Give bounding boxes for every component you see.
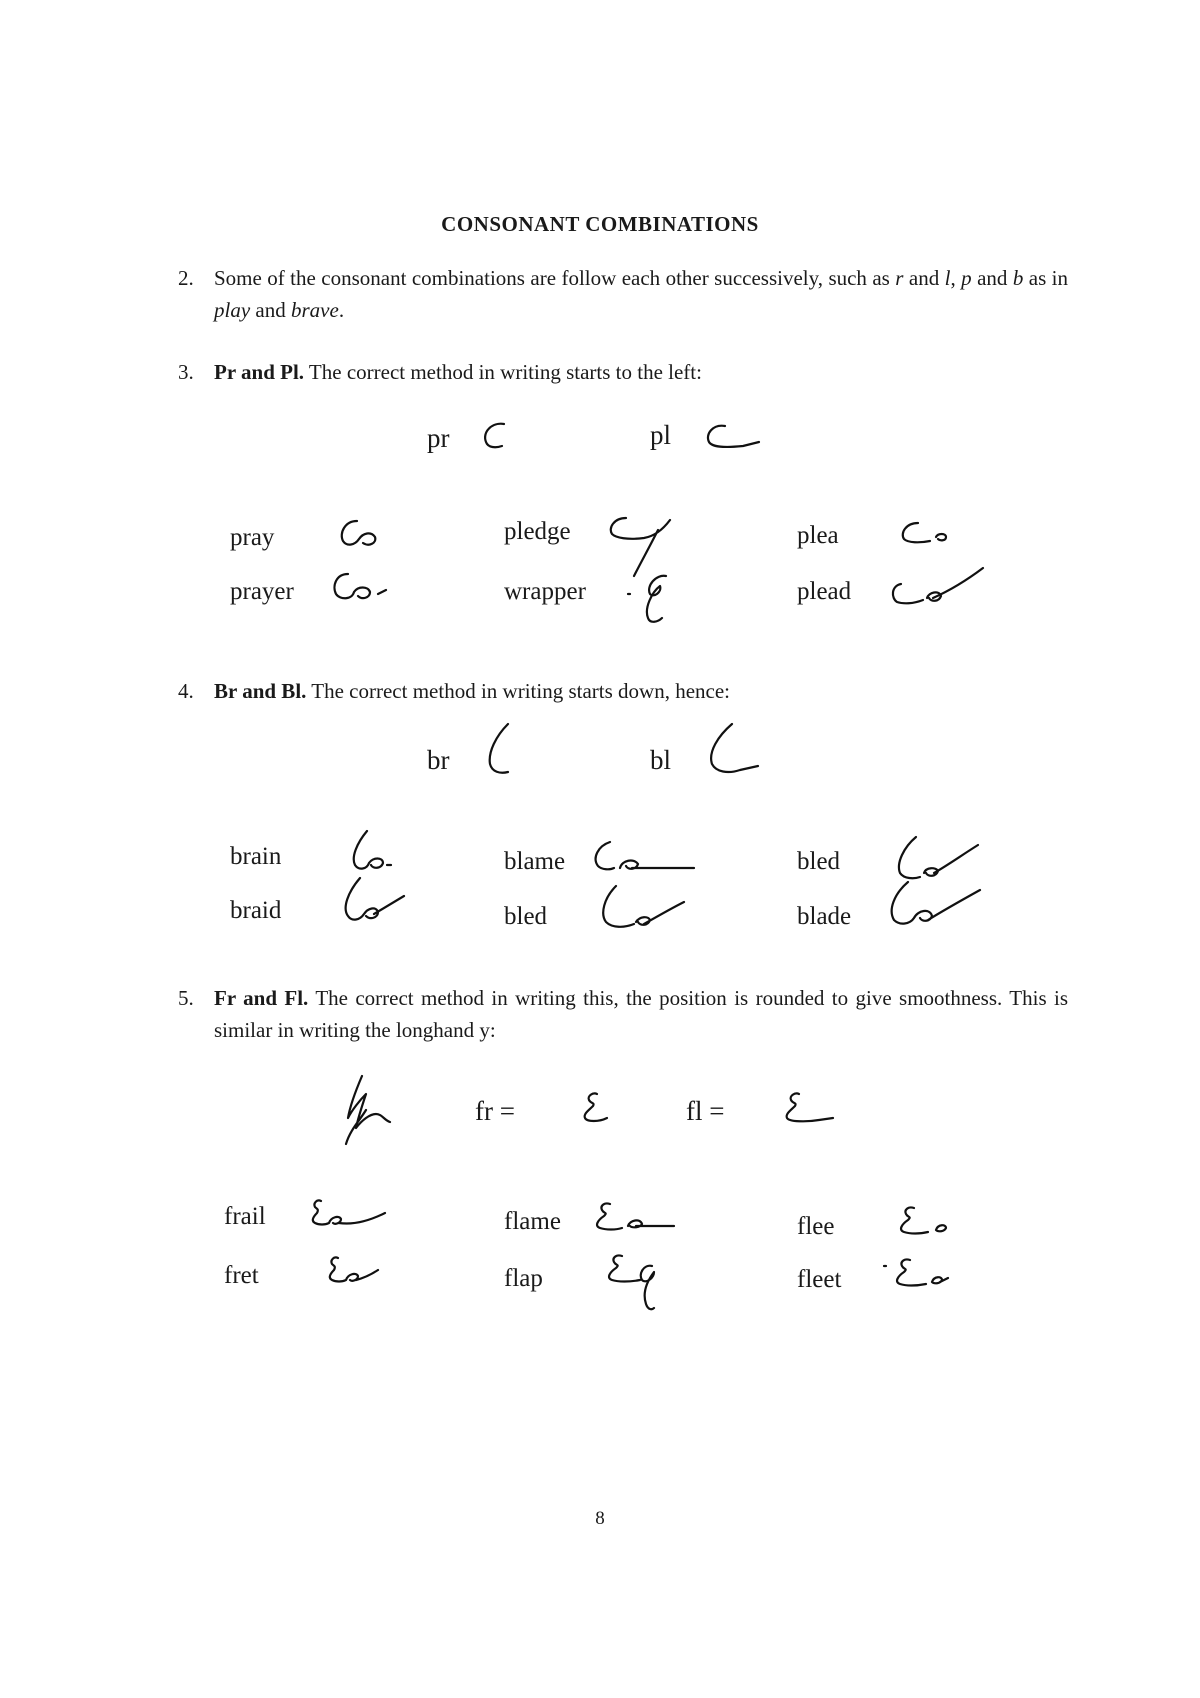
outline-bl-icon bbox=[700, 720, 770, 780]
outline-bled-icon bbox=[596, 880, 696, 940]
word-plea: plea bbox=[797, 522, 839, 549]
outline-blame-icon bbox=[590, 838, 710, 878]
outline-prayer-icon bbox=[330, 568, 400, 608]
longhand-y-icon bbox=[336, 1070, 406, 1150]
key-fl: fl = bbox=[686, 1096, 725, 1126]
word-brain: brain bbox=[230, 843, 282, 870]
key-fr: fr = bbox=[475, 1096, 515, 1126]
outline-pray-icon bbox=[337, 515, 397, 555]
outline-frail-icon bbox=[305, 1195, 395, 1235]
outline-pr-icon bbox=[478, 418, 518, 454]
page-number: 8 bbox=[595, 1508, 605, 1529]
key-br: br bbox=[427, 745, 450, 775]
outline-fret-icon bbox=[322, 1252, 392, 1292]
key-bl: bl bbox=[650, 745, 672, 775]
outline-pl-icon bbox=[703, 418, 773, 454]
paragraph-item-2 bbox=[178, 262, 1068, 326]
outline-wrapper-icon bbox=[622, 568, 682, 628]
key-pr: pr bbox=[427, 423, 450, 453]
outline-fl-icon bbox=[777, 1088, 847, 1128]
outline-flame-icon bbox=[588, 1198, 688, 1238]
outline-braid-icon bbox=[338, 872, 418, 932]
word-pledge: pledge bbox=[504, 518, 571, 545]
word-frail: frail bbox=[224, 1203, 266, 1230]
word-bled-2: bled bbox=[797, 848, 841, 875]
word-bled: bled bbox=[504, 903, 548, 930]
item-heading: Pr and Pl. bbox=[214, 360, 305, 384]
word-blade: blade bbox=[797, 903, 852, 930]
outline-flap-icon bbox=[600, 1250, 680, 1320]
word-braid: braid bbox=[230, 897, 282, 924]
outline-plead-icon bbox=[885, 558, 995, 614]
word-blame: blame bbox=[504, 848, 566, 875]
word-prayer: prayer bbox=[230, 578, 294, 605]
word-fret: fret bbox=[224, 1262, 259, 1289]
word-flame: flame bbox=[504, 1208, 561, 1235]
item-number: 3. bbox=[178, 360, 194, 384]
key-pl: pl bbox=[650, 420, 672, 450]
word-fleet: fleet bbox=[797, 1266, 842, 1293]
outline-plea-icon bbox=[896, 515, 966, 551]
outline-fr-icon bbox=[575, 1088, 625, 1128]
word-flap: flap bbox=[504, 1265, 543, 1292]
item-2-text: Some of the consonant combinations are follow each other successively, such as r and l, p and b as in play and brave. bbox=[214, 266, 1069, 322]
item-heading: Fr and Fl. bbox=[214, 986, 309, 1010]
outline-br-icon bbox=[482, 720, 522, 780]
word-flee: flee bbox=[797, 1213, 835, 1240]
item-number: 4. bbox=[178, 679, 194, 703]
word-pray: pray bbox=[230, 524, 275, 551]
outline-fleet-icon bbox=[880, 1254, 970, 1294]
item-heading: Br and Bl. bbox=[214, 679, 307, 703]
word-wrapper: wrapper bbox=[504, 578, 586, 605]
page-title: CONSONANT COMBINATIONS bbox=[441, 212, 759, 236]
outline-blade-icon bbox=[882, 876, 992, 936]
paragraph-item-4: 4. Br and Bl. The correct method in writing starts down, hence: bbox=[178, 675, 1068, 707]
word-plead: plead bbox=[797, 578, 852, 605]
paragraph-item-5: 5. Fr and Fl. The correct method in writing this, the position is rounded to give smoothness. This is similar in writing the longhand y: bbox=[178, 982, 1068, 1046]
item-number: 5. bbox=[178, 986, 194, 1010]
item-number: 2. bbox=[178, 266, 194, 290]
paragraph-item-3: 3. Pr and Pl. The correct method in writing starts to the left: bbox=[178, 356, 1068, 388]
outline-flee-icon bbox=[892, 1202, 962, 1242]
